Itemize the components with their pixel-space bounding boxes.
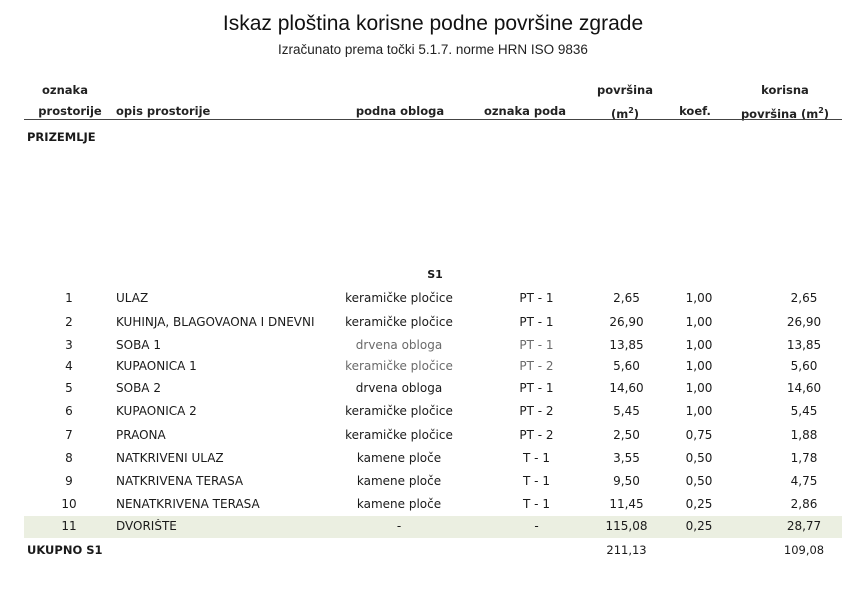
row-number: 4 <box>65 359 73 373</box>
coefficient-value: 0,50 <box>685 474 713 488</box>
table-row <box>24 312 842 334</box>
header-oznaka-line1: oznaka <box>42 83 88 97</box>
room-description: SOBA 2 <box>116 381 161 395</box>
floor-covering: kamene ploče <box>356 497 442 511</box>
floor-covering: keramičke pločice <box>345 404 453 418</box>
table-row <box>24 378 842 400</box>
document-title: Iskaz ploština korisne podne površine zgrade <box>222 12 644 35</box>
area-value: 9,50 <box>613 474 640 488</box>
document-subtitle: Izračunato prema točki 5.1.7. norme HRN ISO 9836 <box>278 42 588 57</box>
table-row <box>24 335 842 357</box>
floor-covering: kamene ploče <box>356 474 442 488</box>
floor-code: PT - 2 <box>519 359 554 373</box>
floor-code: - <box>534 519 539 533</box>
floor-covering: drvena obloga <box>355 338 443 352</box>
table-row <box>24 425 842 447</box>
floor-code: T - 1 <box>523 497 550 511</box>
floor-code: PT - 1 <box>519 381 554 395</box>
header-rule <box>24 119 842 120</box>
table-row <box>24 288 842 310</box>
floor-covering: - <box>396 519 402 533</box>
row-number: 10 <box>61 497 77 511</box>
coefficient-value: 1,00 <box>685 404 713 418</box>
floor-covering: keramičke pločice <box>345 359 453 373</box>
room-description: DVORIŠTE <box>116 519 177 533</box>
area-value: 11,45 <box>609 497 644 511</box>
usable-area-value: 5,45 <box>790 404 818 418</box>
floor-covering: drvena obloga <box>355 381 443 395</box>
table-row <box>24 356 842 378</box>
usable-area-value: 14,60 <box>786 381 822 395</box>
area-value: 14,60 <box>609 381 644 395</box>
header-koef: koef. <box>679 104 711 118</box>
area-value: 3,55 <box>613 451 640 465</box>
usable-area-value: 1,88 <box>790 428 818 442</box>
floor-code: PT - 1 <box>519 315 554 329</box>
table-row <box>24 448 842 470</box>
section-label: PRIZEMLJE <box>27 130 96 144</box>
coefficient-value: 1,00 <box>685 315 713 329</box>
room-description: PRAONA <box>116 428 166 442</box>
row-number: 7 <box>65 428 73 442</box>
floor-code: T - 1 <box>523 474 550 488</box>
table-row <box>24 494 842 516</box>
usable-area-value: 13,85 <box>786 338 822 352</box>
row-number: 9 <box>65 474 73 488</box>
room-description: SOBA 1 <box>116 338 161 352</box>
row-number: 3 <box>65 338 73 352</box>
header-korisna-line2: površina $(m^2)$ <box>740 106 830 121</box>
row-number: 8 <box>65 451 73 465</box>
usable-area-value: 4,75 <box>790 474 818 488</box>
header-oznaka-line2: prostorije <box>38 104 102 118</box>
room-description: KUPAONICA 1 <box>116 359 197 373</box>
coefficient-value: 0,25 <box>685 497 713 511</box>
area-value: 2,50 <box>613 428 640 442</box>
area-value: 115,08 <box>605 519 648 533</box>
room-description: KUHINJA, BLAGOVAONA I DNEVNI <box>116 315 315 329</box>
header-korisna-line1: korisna <box>761 83 809 97</box>
room-description: NATKRIVENI ULAZ <box>116 451 224 465</box>
coefficient-value: 1,00 <box>685 338 713 352</box>
floor-covering: keramičke pločice <box>345 315 453 329</box>
usable-area-value: 5,60 <box>790 359 818 373</box>
floor-code: PT - 2 <box>519 428 554 442</box>
area-value: 5,60 <box>613 359 640 373</box>
floor-covering: kamene ploče <box>356 451 442 465</box>
floor-covering: keramičke pločice <box>345 428 453 442</box>
floor-code: PT - 2 <box>519 404 554 418</box>
table-row <box>24 401 842 423</box>
header-povrsina-line2: $(m^2)$ <box>610 106 640 121</box>
coefficient-value: 1,00 <box>685 291 713 305</box>
header-obloga: podna obloga <box>355 104 445 118</box>
area-value: 13,85 <box>609 338 644 352</box>
header-oznaka-poda: oznaka poda <box>483 104 567 118</box>
room-description: ULAZ <box>116 291 149 305</box>
room-description: NATKRIVENA TERASA <box>116 474 244 488</box>
floor-code: PT - 1 <box>519 338 554 352</box>
area-value: 2,65 <box>613 291 640 305</box>
header-opis: opis prostorije <box>116 104 211 118</box>
usable-area-value: 28,77 <box>786 519 822 533</box>
table-row <box>24 471 842 493</box>
row-number: 2 <box>65 315 73 329</box>
header-povrsina-line1: površina <box>596 83 654 97</box>
floor-code: PT - 1 <box>519 291 554 305</box>
coefficient-value: 1,00 <box>685 359 713 373</box>
area-value: 26,90 <box>609 315 644 329</box>
room-description: NENATKRIVENA TERASA <box>116 497 260 511</box>
area-value: 5,45 <box>613 404 640 418</box>
coefficient-value: 0,25 <box>685 519 713 533</box>
coefficient-value: 0,75 <box>685 428 713 442</box>
row-number: 6 <box>65 404 73 418</box>
floor-covering: keramičke pločice <box>345 291 453 305</box>
usable-area-value: 26,90 <box>786 315 822 329</box>
usable-area-value: 2,65 <box>790 291 818 305</box>
floor-code: T - 1 <box>523 451 550 465</box>
total-area: 211,13 <box>606 543 647 557</box>
coefficient-value: 0,50 <box>685 451 713 465</box>
total-row <box>24 540 842 562</box>
total-usable-area: 109,08 <box>783 543 825 557</box>
row-number: 1 <box>65 291 73 305</box>
usable-area-value: 2,86 <box>790 497 818 511</box>
coefficient-value: 1,00 <box>685 381 713 395</box>
total-label: UKUPNO S1 <box>27 543 103 557</box>
row-number: 5 <box>65 381 73 395</box>
room-description: KUPAONICA 2 <box>116 404 197 418</box>
row-number: 11 <box>61 519 77 533</box>
usable-area-value: 1,78 <box>790 451 818 465</box>
table-row <box>24 516 842 538</box>
